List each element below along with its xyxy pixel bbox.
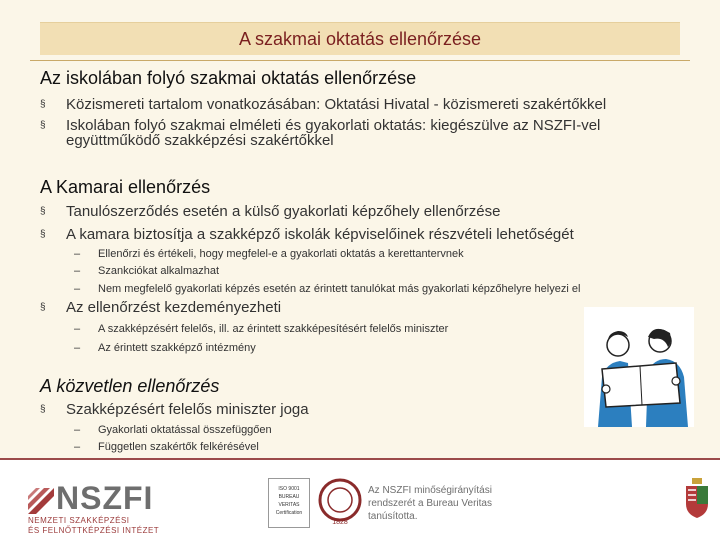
iso-line: BUREAU VERITAS	[278, 494, 300, 508]
dash-marker: –	[74, 342, 81, 354]
certification-logos	[268, 478, 364, 534]
seal-year: 1828	[332, 519, 348, 526]
nszfi-logo-text: NSZFI	[56, 480, 154, 516]
dash-marker: –	[74, 248, 81, 260]
bullet-text: Szakképzésért felelős miniszter joga	[66, 401, 309, 418]
iso-line: ISO 9001	[278, 486, 300, 492]
dash-marker: –	[74, 283, 81, 295]
hungarian-coat-of-arms-icon	[684, 478, 710, 518]
bullet-marker: §	[40, 206, 46, 217]
certification-text	[368, 484, 492, 523]
bullet-text: Az ellenőrzést kezdeményezheti	[66, 299, 282, 316]
sub-bullet-text: Gyakorlati oktatással összefüggően	[98, 424, 272, 436]
bullet-text: Iskolában folyó szakmai elméleti és gyakorlati oktatás: kiegészülve az NSZFI-vel	[66, 117, 601, 134]
sub-bullet-text: Az érintett szakképző intézmény	[98, 342, 256, 354]
slide-title: A szakmai oktatás ellenőrzése	[238, 29, 482, 49]
bullet-marker: §	[40, 99, 46, 110]
bullet-text: Közismereti tartalom vonatkozásában: Oktatási Hivatal - közismereti szakértőkkel	[66, 96, 607, 113]
sub-bullet-text: Nem megfelelő gyakorlati képzés esetén az érintett tanulókat más gyakorlati képzőhelyre helyezi el	[98, 283, 581, 295]
sub-bullet-text: Ellenőrzi és értékeli, hogy megfelel-e a gyakorlati oktatás a kerettantervnek	[98, 248, 464, 260]
bullet-marker: §	[40, 120, 46, 131]
bullet-text-continued: együttműködő szakképzési szakértőkkel	[66, 132, 334, 149]
cert-line: rendszerét a Bureau Veritas	[368, 498, 492, 509]
footer	[0, 458, 720, 540]
iso-certification-badge	[268, 478, 310, 528]
dash-marker: –	[74, 265, 81, 277]
cert-line: tanúsította.	[368, 511, 418, 522]
bullet-marker: §	[40, 229, 46, 240]
bullet-text: A kamara biztosítja a szakképző iskolák képviselőinek részvételi lehetőségét	[66, 226, 574, 243]
title-bar	[40, 22, 680, 55]
bureau-veritas-seal-icon	[318, 478, 362, 526]
section-heading-2: A Kamarai ellenőrzés	[40, 177, 211, 197]
sub-bullet-text: A szakképzésért felelős, ill. az érintett szakképesítésért felelős miniszter	[98, 323, 449, 335]
bullet-marker: §	[40, 404, 46, 415]
nszfi-subtitle-line-1: NEMZETI SZAKKÉPZÉSI	[28, 516, 130, 525]
dash-marker: –	[74, 441, 81, 453]
dash-marker: –	[74, 424, 81, 436]
people-reading-document-illustration	[584, 307, 694, 427]
nszfi-logo-icon	[28, 488, 54, 514]
bullet-text: Tanulószerződés esetén a külső gyakorlati képzőhely ellenőrzése	[66, 203, 501, 220]
section-heading-3: A közvetlen ellenőrzés	[40, 376, 220, 396]
title-divider	[30, 60, 690, 61]
nszfi-subtitle-line-2: ÉS FELNŐTTKÉPZÉSI INTÉZET	[28, 526, 160, 535]
dash-marker: –	[74, 323, 81, 335]
bullet-marker: §	[40, 302, 46, 313]
section-heading-1: Az iskolában folyó szakmai oktatás ellenőrzése	[40, 68, 417, 88]
sub-bullet-text: Független szakértők felkérésével	[98, 441, 259, 453]
iso-line: Certification	[275, 510, 303, 516]
cert-line: Az NSZFI minőségirányítási	[368, 485, 492, 496]
sub-bullet-text: Szankciókat alkalmazhat	[98, 265, 220, 277]
